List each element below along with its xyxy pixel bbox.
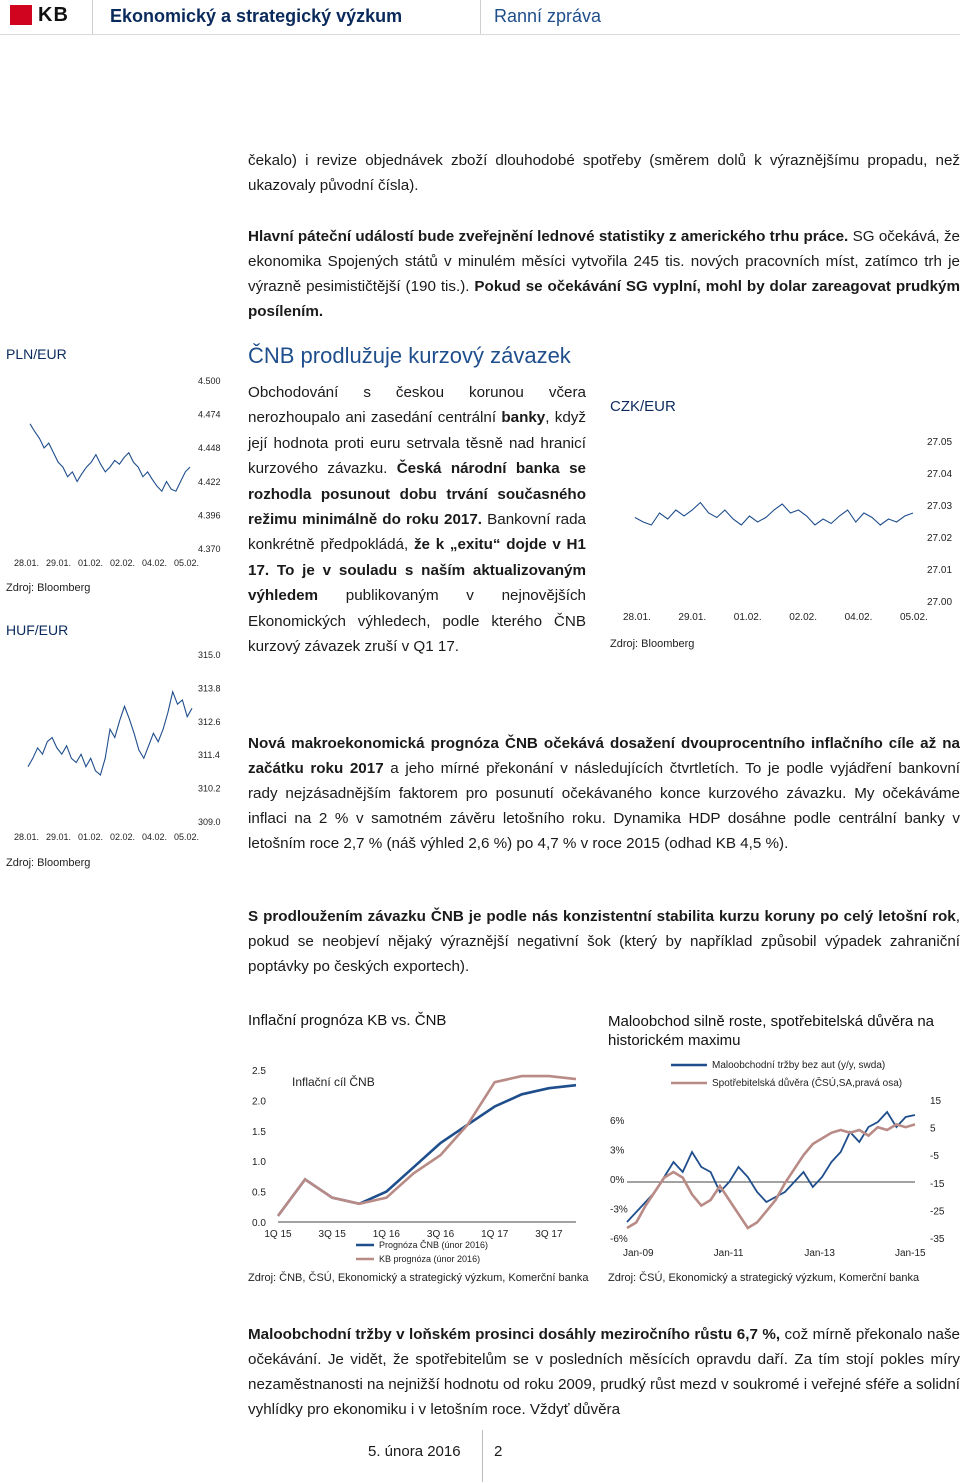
- y-tick-label: 315.0: [198, 650, 221, 660]
- paragraph-text: , když její hodnota proti euru setrvala těsně nad hranicí kurzového závazku.: [248, 409, 586, 478]
- paragraph-2: [248, 224, 960, 324]
- y-tick-label: 313.8: [198, 683, 221, 694]
- page-number: 2: [494, 1443, 503, 1460]
- header-subtitle: Ranní zpráva: [494, 6, 602, 26]
- y-tick-label-right: -15: [930, 1178, 945, 1190]
- x-tick-label: 29.01.: [46, 558, 72, 568]
- x-tick-label: 1Q 16: [372, 1229, 400, 1240]
- footer-divider: [482, 1430, 483, 1482]
- infl-chart: [248, 1052, 588, 1268]
- x-tick-label: Jan-11: [713, 1248, 744, 1259]
- retail-chart-source: Zdroj: ČSÚ, Ekonomický a strategický výzkum, Komerční banka: [608, 1272, 920, 1284]
- x-tick-label: 1Q 17: [481, 1229, 509, 1240]
- section-heading: ČNB prodlužuje kurzový závazek: [248, 343, 571, 368]
- legend-label: Maloobchodní tržby bez aut (y/y, swda): [712, 1060, 886, 1071]
- paragraph-bold: Hlavní páteční událostí bude zveřejnění lednové statistiky z amerického trhu práce.: [248, 228, 849, 245]
- paragraph-text: Obchodování s českou korunou včera nerozhoupalo ani zasedání centrální: [248, 384, 586, 427]
- kb-logo-mark: [10, 5, 32, 25]
- y-tick-label: 1.5: [252, 1126, 266, 1138]
- x-tick-label: 3Q 15: [318, 1229, 346, 1240]
- y-tick-label: 27.01: [927, 565, 953, 576]
- x-tick-label: 02.02.: [110, 558, 136, 568]
- x-tick-label: 3Q 17: [535, 1229, 563, 1240]
- kb-logo-text: KB: [38, 4, 69, 26]
- paragraph-text: čekalo) i revize objednávek zboží dlouhodobé spotřeby (směrem dolů k výraznějšímu propadu, než ukazovaly původní čísla).: [248, 152, 960, 194]
- header-title: Ekonomický a strategický výzkum: [110, 6, 403, 26]
- legend-label: KB prognóza (únor 2016): [379, 1254, 481, 1264]
- paragraph-3: [248, 731, 960, 856]
- price-line: [635, 503, 913, 526]
- paragraph-1: [248, 148, 960, 198]
- pln-chart-source: Zdroj: Bloomberg: [6, 582, 91, 594]
- y-tick-label-right: -35: [930, 1234, 945, 1245]
- y-tick-label: 27.04: [927, 469, 953, 480]
- paragraph-text: a jeho mírné překonání v následujících čtvrtletích. To je podle vyjádření bankovní rady nejzásadnějším faktorem pro posunutí očekávaného konce kurzového závazku. My očekáváme inflaci na 2 % v samotném závěru letošního roku. Dynamika HDP dosáhne podle centrální banky v letošním roce 2,7 % (náš výhled 2,6 %) po 4,7 % v roce 2015 (odhad KB 4,5 %).: [248, 760, 960, 852]
- paragraph-text: což mírně překonalo naše očekávání. Je vidět, že spotřebitelům se v posledních měsících opravdu daří. Za tím stojí pokles míry nezaměstnanosti na nejnižší hodnotu od roku 2009, prudký růst mezd v soukromé i veřejné sféře a solidní vyhlídky pro ekonomiku i v letošním roce. Vždyť důvěra: [248, 1326, 960, 1418]
- footer-date: 5. února 2016: [368, 1443, 461, 1460]
- x-tick-label: 01.02.: [78, 832, 104, 842]
- infl-chart-title: Inflační prognóza KB vs. ČNB: [248, 1012, 447, 1029]
- y-tick-label: 4.396: [198, 510, 221, 521]
- y-tick-label: 27.05: [927, 437, 953, 448]
- paragraph-5: [248, 1322, 960, 1422]
- x-tick-label: 05.02.: [174, 558, 200, 568]
- price-line: [28, 692, 192, 775]
- pln-chart: [0, 360, 240, 575]
- y-tick-label-right: -25: [930, 1206, 945, 1218]
- y-tick-label: 27.00: [927, 597, 953, 608]
- y-tick-label: 311.4: [198, 750, 220, 761]
- paragraph-text: SG očekává, že ekonomika Spojených států v minulém měsíci vytvořila 245 tis. nových pracovních míst, zatímco trh je výrazně pesimističtější (190 tis.).: [248, 228, 960, 295]
- inflation-target-label: Inflační cíl ČNB: [292, 1075, 375, 1089]
- x-tick-label: 01.02.: [733, 612, 762, 623]
- x-tick-label: Jan-15: [895, 1248, 926, 1259]
- paragraph-bold: Pokud se očekávání SG vyplní, mohl by dolar zareagovat prudkým posílením.: [248, 278, 960, 320]
- paragraph-bold: Maloobchodní tržby v loňském prosinci dosáhly meziročního růstu 6,7 %,: [248, 1326, 781, 1343]
- series-line: [278, 1076, 576, 1216]
- y-tick-label: 27.03: [927, 501, 953, 512]
- paragraph-bold: Česká národní banka se rozhodla posunout dobu trvání současného režimu minimálně do roku 2017.: [248, 460, 586, 529]
- retail-chart-title: Maloobchod silně roste, spotřebitelská důvěra na historickém maximu: [608, 1013, 935, 1049]
- paragraph-text: Bankovní rada konkrétně předpokládá,: [248, 511, 586, 554]
- x-tick-label: 05.02.: [174, 832, 200, 842]
- legend-label: Spotřebitelská důvěra (ČSÚ,SA,pravá osa): [712, 1078, 903, 1089]
- legend-label: Prognóza ČNB (únor 2016): [379, 1240, 489, 1250]
- retail-chart: [605, 1052, 960, 1268]
- y-tick-label: 312.6: [198, 716, 221, 727]
- x-tick-label: 05.02.: [900, 612, 928, 623]
- paragraph-text: publikovaným v nejnovějších Ekonomických výhledech, podle kterého ČNB kurzový závazek zruší v Q1 17.: [248, 587, 586, 656]
- y-tick-label: 0.5: [252, 1187, 266, 1199]
- series-line: [627, 1124, 915, 1228]
- paragraph-bold: S prodloužením závazku ČNB je podle nás konzistentní stabilita kurzu koruny po celý letošní rok: [248, 908, 956, 925]
- y-tick-label-right: -5: [930, 1151, 939, 1163]
- infl-chart-source: Zdroj: ČNB, ČSÚ, Ekonomický a strategický výzkum, Komerční banka: [248, 1272, 589, 1284]
- x-tick-label: 04.02.: [844, 612, 873, 623]
- y-tick-label-left: 3%: [610, 1145, 625, 1157]
- y-tick-label-left: 6%: [610, 1116, 625, 1127]
- header-divider: [480, 0, 481, 34]
- y-tick-label-left: 0%: [610, 1175, 625, 1186]
- x-tick-label: Jan-09: [623, 1248, 654, 1259]
- y-tick-label-right: 5: [930, 1123, 936, 1135]
- y-tick-label-left: -3%: [610, 1204, 628, 1216]
- price-line: [30, 424, 190, 491]
- huf-chart: [0, 640, 240, 845]
- paragraph-bold: Nová makroekonomická prognóza ČNB očekává dosažení dvouprocentního inflačního cíle až na začátku roku 2017: [248, 735, 960, 777]
- pln-chart-title: PLN/EUR: [6, 346, 67, 362]
- y-tick-label-left: -6%: [610, 1234, 628, 1245]
- x-tick-label: 29.01.: [46, 832, 72, 842]
- y-tick-label-right: 15: [930, 1096, 942, 1107]
- y-tick-label: 4.448: [198, 443, 221, 454]
- y-tick-label: 310.2: [198, 783, 221, 794]
- paragraph-text: , pokud se neobjeví nějaký výraznější negativní šok (který by například způsobil výpadek zahraniční poptávky po českých exportech).: [248, 908, 960, 975]
- x-tick-label: 28.01.: [623, 612, 651, 623]
- x-tick-label: 1Q 15: [264, 1229, 292, 1240]
- huf-chart-source: Zdroj: Bloomberg: [6, 857, 91, 869]
- series-line: [278, 1085, 576, 1216]
- x-tick-label: 02.02.: [110, 832, 136, 842]
- czk-chart: [605, 420, 960, 630]
- x-tick-label: 28.01.: [14, 832, 40, 842]
- y-tick-label: 4.474: [198, 409, 221, 420]
- y-tick-label: 309.0: [198, 817, 221, 827]
- paragraph-bold: banky: [501, 409, 546, 427]
- x-tick-label: 01.02.: [78, 558, 104, 568]
- page-header: [0, 0, 960, 35]
- x-tick-label: 29.01.: [678, 612, 707, 623]
- header-divider: [92, 0, 93, 34]
- paragraph-bold: že k „exitu“ dojde v H1 17. To je v souladu s naším aktualizovaným výhledem: [248, 536, 586, 605]
- cnb-paragraph: [248, 380, 586, 659]
- x-tick-label: 3Q 16: [426, 1229, 455, 1240]
- y-tick-label: 2.5: [252, 1066, 266, 1077]
- huf-chart-title: HUF/EUR: [6, 622, 69, 638]
- x-tick-label: 28.01.: [14, 558, 40, 568]
- y-tick-label: 27.02: [927, 533, 953, 544]
- y-tick-label: 0.0: [252, 1218, 266, 1229]
- y-tick-label: 4.422: [198, 476, 221, 487]
- czk-chart-source: Zdroj: Bloomberg: [610, 638, 695, 650]
- x-tick-label: Jan-13: [804, 1248, 835, 1259]
- y-tick-label: 2.0: [252, 1096, 266, 1108]
- czk-chart-title: CZK/EUR: [610, 398, 676, 415]
- y-tick-label: 4.370: [198, 544, 221, 554]
- paragraph-4: [248, 904, 960, 979]
- x-tick-label: 04.02.: [142, 558, 168, 568]
- y-tick-label: 4.500: [198, 376, 221, 386]
- x-tick-label: 02.02.: [789, 612, 818, 623]
- x-tick-label: 04.02.: [142, 832, 168, 842]
- y-tick-label: 1.0: [252, 1157, 266, 1169]
